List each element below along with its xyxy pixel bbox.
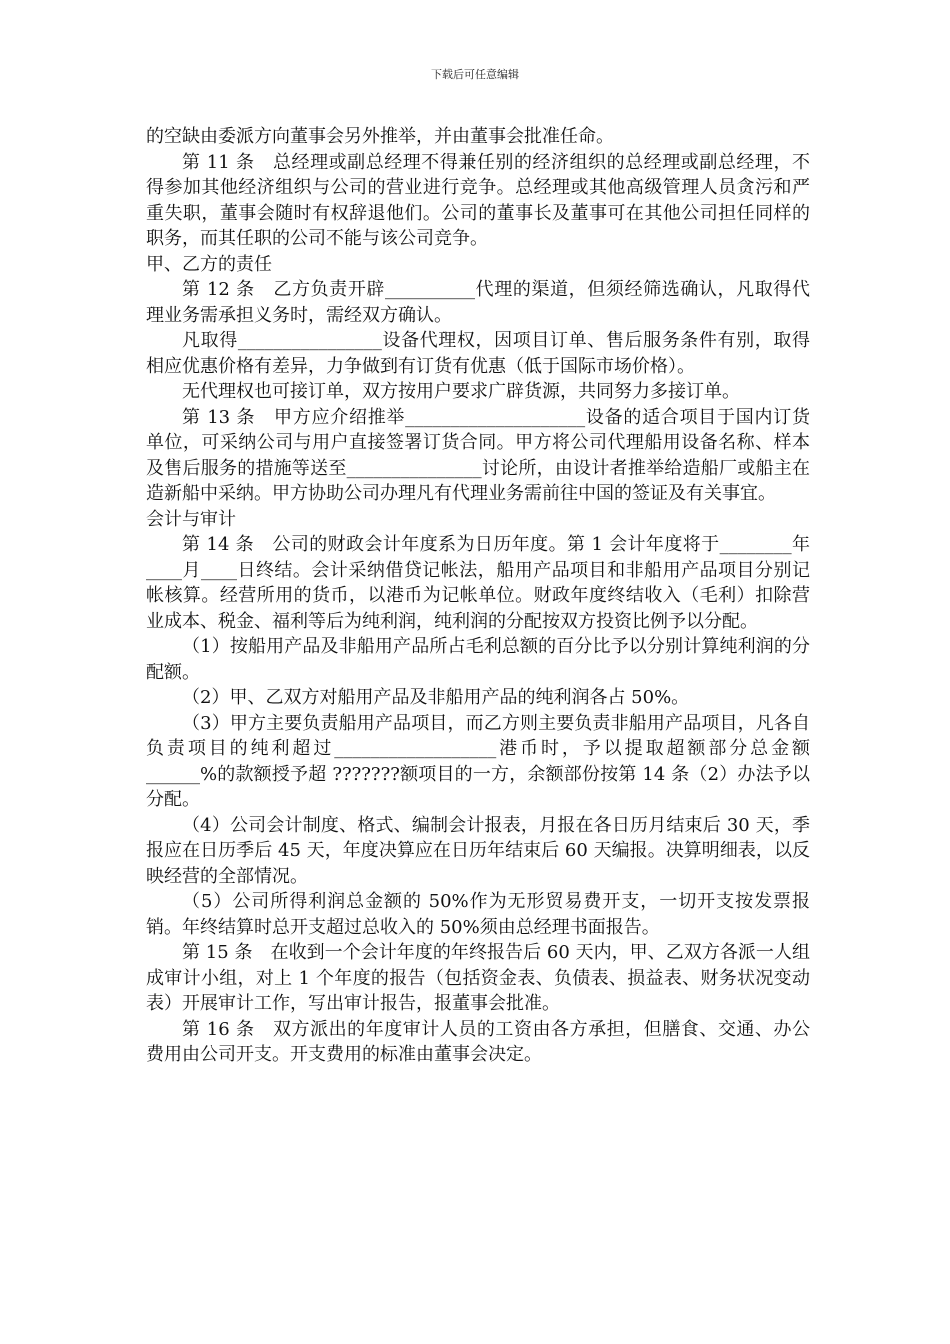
paragraph-article-16: 第 16 条 双方派出的年度审计人员的工资由各方承担，但膳食、交通、办公费用由公司开支。开支费用的标准由董事会决定。 xyxy=(146,1018,810,1065)
section-heading-responsibilities: 甲、乙方的责任 xyxy=(146,253,272,275)
paragraph-article-13: 第 13 条 甲方应介绍推举____________________设备的适合项目于国内订货单位，可采纳公司与用户直接签署订货合同。甲方将公司代理船用设备名称、样本及售后服务的措施等送至_______________讨论所，由设计者推举给造船厂或船主在造新船中采纳。甲方协助公司办理凡有代理业务需前往中国的签证及有关事宜。 xyxy=(146,406,810,504)
paragraph-article-14-item-4: （4）公司会计制度、格式、编制会计报表，月报在各日历月结束后 30 天，季报应在日历季后 45 天，年度决算应在日历年结束后 60 天编报。决算明细表，以反映经营的全部情况。 xyxy=(146,814,810,887)
paragraph-article-11: 第 11 条 总经理或副总经理不得兼任别的经济组织的总经理或副总经理，不得参加其他经济组织与公司的营业进行竞争。总经理或其他高级管理人员贪污和严重失职，董事会随时有权辞退他们。公司的董事长及董事可在其他公司担任同样的职务，而其任职的公司不能与该公司竞争。 xyxy=(146,151,810,249)
page-header-note: 下载后可任意编辑 xyxy=(431,68,519,81)
paragraph-article-14-item-1: （1）按船用产品及非船用产品所占毛利总额的百分比予以分别计算纯利润的分配额。 xyxy=(146,636,810,683)
paragraph-article-14: 第 14 条 公司的财政会计年度系为日历年度。第 1 会计年度将于________年____月____日终结。会计采纳借贷记帐法，船用产品项目和非船用产品项目分别记帐核算。经营所用的货币，以港币为记帐单位。财政年度终结收入（毛利）扣除营业成本、税金、福利等后为纯利润，纯利润的分配按双方投资比例予以分配。 xyxy=(146,534,810,632)
document-body xyxy=(146,124,810,1068)
paragraph-continuation: 的空缺由委派方向董事会另外推举，并由董事会批准任命。 xyxy=(146,126,614,147)
paragraph-article-14-item-2: （2）甲、乙双方对船用产品及非船用产品的纯利润各占 50%。 xyxy=(182,687,690,708)
paragraph-article-12-agency: 凡取得________________设备代理权，因项目订单、售后服务条件有别，取得相应优惠价格有差异，力争做到有订货有优惠（低于国际市场价格）。 xyxy=(146,330,810,377)
section-heading-accounting: 会计与审计 xyxy=(146,508,236,530)
paragraph-article-15: 第 15 条 在收到一个会计年度的年终报告后 60 天内，甲、乙双方各派一人组成审计小组，对上 1 个年度的报告（包括资金表、负债表、损益表、财务状况变动表）开展审计工作，写出审计报告，报董事会批准。 xyxy=(146,942,810,1014)
paragraph-article-14-item-5: （5）公司所得利润总金额的 50%作为无形贸易费开支，一切开支按发票报销。年终结算时总开支超过总收入的 50%须由总经理书面报告。 xyxy=(146,891,810,938)
paragraph-article-14-item-3: （3）甲方主要负责船用产品项目，而乙方则主要负责非船用产品项目，凡各自负责项目的纯利超过__________________港币时，予以提取超额部分总金额______%的款额授予超 ???????额项目的一方，余额部份按第 14 条（2）办法予以分配。 xyxy=(146,712,810,810)
paragraph-article-12-orders: 无代理权也可接订单，双方按用户要求广辟货源，共同努力多接订单。 xyxy=(182,381,740,402)
paragraph-article-12: 第 12 条 乙方负责开辟__________代理的渠道，但须经筛选确认，凡取得代理业务需承担义务时，需经双方确认。 xyxy=(146,279,810,326)
